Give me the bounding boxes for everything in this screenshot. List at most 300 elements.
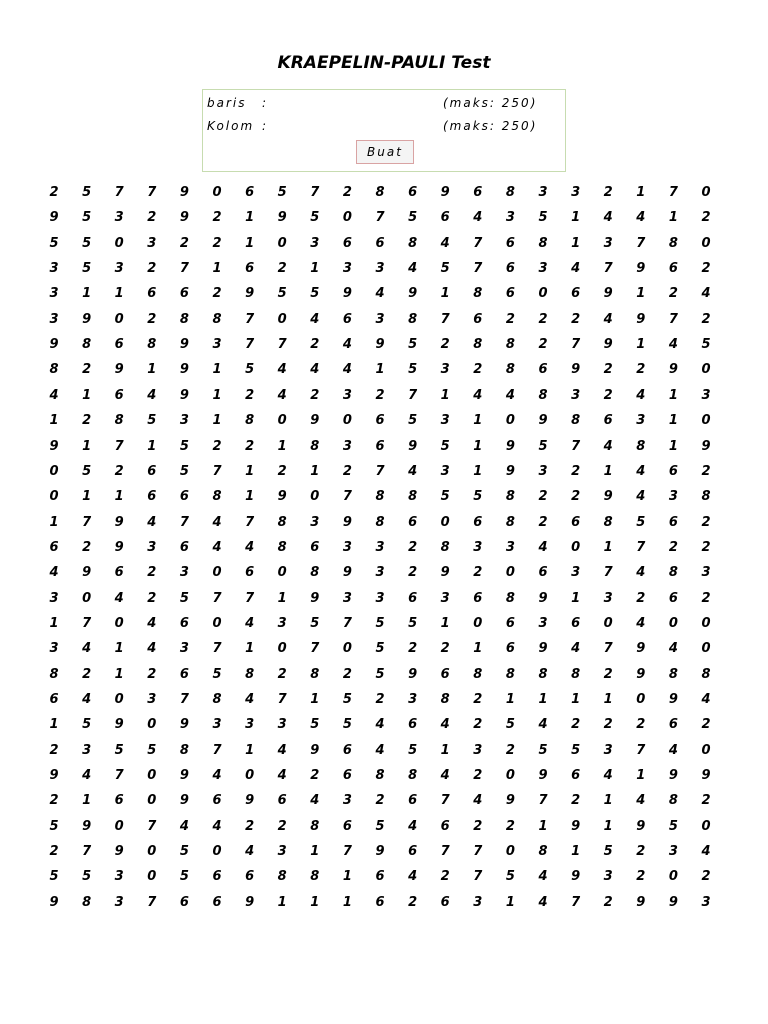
digit-cell: 1 <box>342 894 352 910</box>
digit-cell: 6 <box>147 489 157 505</box>
digit-cell: 1 <box>538 818 548 834</box>
digit-cell: 6 <box>440 666 450 682</box>
digit-cell: 9 <box>82 565 92 581</box>
digit-cell: 0 <box>147 717 157 733</box>
digit-cell: 8 <box>82 894 92 910</box>
digit-cell: 2 <box>179 235 189 251</box>
digit-cell: 2 <box>212 286 222 302</box>
digit-cell: 1 <box>603 818 613 834</box>
digit-cell: 3 <box>571 565 581 581</box>
digit-cell: 1 <box>245 235 255 251</box>
digit-cell: 3 <box>473 894 483 910</box>
digit-cell: 8 <box>310 565 320 581</box>
digit-cell: 0 <box>147 768 157 784</box>
digit-cell: 3 <box>212 337 222 353</box>
digit-cell: 1 <box>212 261 222 277</box>
digit-cell: 2 <box>603 717 613 733</box>
digit-cell: 3 <box>538 463 548 479</box>
digit-cell: 9 <box>114 514 124 530</box>
digit-cell: 1 <box>668 413 678 429</box>
digit-cell: 9 <box>179 793 189 809</box>
digit-cell: 1 <box>82 438 92 454</box>
digit-cell: 5 <box>147 742 157 758</box>
digit-cell: 7 <box>473 844 483 860</box>
digit-cell: 7 <box>245 590 255 606</box>
baris-colon: : <box>262 96 269 110</box>
digit-cell: 0 <box>342 641 352 657</box>
digit-cell: 0 <box>49 463 59 479</box>
digit-cell: 6 <box>212 894 222 910</box>
digit-cell: 2 <box>701 463 711 479</box>
digit-cell: 2 <box>603 894 613 910</box>
digit-cell: 0 <box>245 768 255 784</box>
digit-cell: 8 <box>212 311 222 327</box>
digit-cell: 1 <box>571 235 581 251</box>
digit-cell: 6 <box>668 717 678 733</box>
digit-cell: 6 <box>245 185 255 200</box>
digit-cell: 0 <box>147 869 157 885</box>
digit-cell: 4 <box>473 210 483 226</box>
digit-cell: 9 <box>668 692 678 707</box>
digit-cell: 7 <box>538 793 548 809</box>
digit-cell: 3 <box>114 261 124 277</box>
digit-cell: 0 <box>505 844 515 860</box>
digit-cell: 2 <box>310 768 320 784</box>
digit-cell: 2 <box>277 666 287 682</box>
digit-cell: 4 <box>636 387 646 403</box>
digit-cell: 4 <box>603 438 613 454</box>
digit-cell: 9 <box>114 844 124 860</box>
digit-cell: 9 <box>505 793 515 809</box>
digit-row <box>0 332 738 357</box>
digit-cell: 3 <box>538 261 548 277</box>
digit-cell: 4 <box>245 615 255 631</box>
digit-cell: 5 <box>49 818 59 834</box>
digit-cell: 8 <box>701 666 711 682</box>
digit-cell: 2 <box>505 818 515 834</box>
digit-cell: 1 <box>310 261 320 277</box>
digit-cell: 4 <box>310 362 320 378</box>
digit-cell: 1 <box>440 286 450 302</box>
digit-row <box>0 535 738 560</box>
digit-cell: 6 <box>49 692 59 707</box>
digit-cell: 5 <box>505 869 515 885</box>
digit-cell: 8 <box>701 489 711 505</box>
digit-cell: 0 <box>49 489 59 505</box>
digit-cell: 8 <box>375 489 385 505</box>
digit-cell: 8 <box>147 337 157 353</box>
digit-cell: 3 <box>147 539 157 555</box>
digit-cell: 9 <box>571 818 581 834</box>
digit-cell: 0 <box>114 818 124 834</box>
digit-cell: 2 <box>701 210 711 226</box>
digit-cell: 6 <box>114 337 124 353</box>
digit-cell: 5 <box>538 742 548 758</box>
digit-cell: 7 <box>636 235 646 251</box>
digit-cell: 3 <box>245 717 255 733</box>
digit-cell: 6 <box>114 565 124 581</box>
digit-cell: 5 <box>408 210 418 226</box>
baris-input[interactable] <box>281 94 431 112</box>
generator-form <box>202 89 566 172</box>
digit-cell: 3 <box>342 793 352 809</box>
digit-cell: 9 <box>245 286 255 302</box>
digit-cell: 3 <box>82 742 92 758</box>
digit-cell: 7 <box>245 514 255 530</box>
digit-cell: 5 <box>310 210 320 226</box>
digit-cell: 1 <box>310 844 320 860</box>
digit-cell: 3 <box>310 514 320 530</box>
digit-cell: 7 <box>82 844 92 860</box>
digit-cell: 8 <box>375 768 385 784</box>
digit-cell: 2 <box>440 869 450 885</box>
digit-row <box>0 890 738 915</box>
digit-cell: 2 <box>408 641 418 657</box>
digit-cell: 5 <box>310 717 320 733</box>
digit-cell: 2 <box>473 717 483 733</box>
digit-cell: 5 <box>82 235 92 251</box>
digit-cell: 7 <box>440 844 450 860</box>
digit-cell: 5 <box>603 844 613 860</box>
digit-cell: 2 <box>701 261 711 277</box>
digit-cell: 0 <box>603 615 613 631</box>
digit-cell: 3 <box>49 286 59 302</box>
digit-cell: 4 <box>179 818 189 834</box>
digit-cell: 4 <box>310 311 320 327</box>
digit-cell: 6 <box>408 717 418 733</box>
digit-cell: 6 <box>245 261 255 277</box>
digit-cell: 5 <box>179 869 189 885</box>
digit-cell: 1 <box>310 894 320 910</box>
digit-cell: 1 <box>82 387 92 403</box>
digit-cell: 2 <box>636 590 646 606</box>
digit-cell: 1 <box>603 692 613 707</box>
digit-cell: 6 <box>147 463 157 479</box>
digit-cell: 3 <box>603 590 613 606</box>
digit-cell: 4 <box>440 235 450 251</box>
digit-row <box>0 383 738 408</box>
digit-cell: 2 <box>147 311 157 327</box>
digit-cell: 6 <box>505 235 515 251</box>
digit-cell: 6 <box>440 894 450 910</box>
digit-cell: 7 <box>440 311 450 327</box>
digit-cell: 3 <box>49 311 59 327</box>
digit-cell: 3 <box>701 565 711 581</box>
digit-cell: 9 <box>538 590 548 606</box>
digit-cell: 5 <box>342 717 352 733</box>
digit-cell: 4 <box>603 210 613 226</box>
digit-cell: 4 <box>342 337 352 353</box>
digit-cell: 7 <box>342 844 352 860</box>
digit-cell: 5 <box>82 185 92 200</box>
digit-cell: 2 <box>473 362 483 378</box>
digit-cell: 9 <box>440 565 450 581</box>
digit-cell: 6 <box>179 489 189 505</box>
digit-cell: 5 <box>505 717 515 733</box>
digit-cell: 3 <box>440 590 450 606</box>
digit-cell: 1 <box>212 387 222 403</box>
digit-cell: 4 <box>603 768 613 784</box>
digit-cell: 5 <box>82 261 92 277</box>
digit-cell: 7 <box>375 210 385 226</box>
digit-cell: 6 <box>408 844 418 860</box>
digit-row <box>0 205 738 230</box>
digit-cell: 3 <box>342 261 352 277</box>
digit-cell: 4 <box>538 717 548 733</box>
digit-cell: 2 <box>701 539 711 555</box>
digit-cell: 9 <box>179 210 189 226</box>
digit-cell: 8 <box>668 235 678 251</box>
digit-cell: 7 <box>571 337 581 353</box>
digit-cell: 8 <box>571 413 581 429</box>
digit-cell: 4 <box>408 463 418 479</box>
kolom-max-hint: (maks: 250) <box>443 119 538 133</box>
digit-cell: 7 <box>310 641 320 657</box>
digit-cell: 9 <box>82 311 92 327</box>
digit-cell: 1 <box>668 210 678 226</box>
digit-row <box>0 712 738 737</box>
digit-cell: 3 <box>571 185 581 200</box>
digit-cell: 6 <box>440 210 450 226</box>
digit-cell: 8 <box>538 844 548 860</box>
digit-cell: 9 <box>636 894 646 910</box>
digit-cell: 9 <box>505 438 515 454</box>
digit-cell: 7 <box>571 894 581 910</box>
digit-cell: 7 <box>147 818 157 834</box>
digit-row <box>0 231 738 256</box>
digit-cell: 4 <box>636 210 646 226</box>
digit-cell: 8 <box>179 311 189 327</box>
digit-cell: 8 <box>505 514 515 530</box>
digit-cell: 6 <box>342 742 352 758</box>
digit-cell: 9 <box>408 438 418 454</box>
digit-cell: 9 <box>179 185 189 200</box>
digit-cell: 4 <box>636 489 646 505</box>
digit-cell: 4 <box>375 742 385 758</box>
digit-cell: 6 <box>245 565 255 581</box>
digit-cell: 0 <box>701 818 711 834</box>
digit-cell: 8 <box>212 692 222 707</box>
digit-cell: 6 <box>668 514 678 530</box>
digit-cell: 8 <box>408 311 418 327</box>
digit-cell: 5 <box>538 210 548 226</box>
digit-cell: 8 <box>440 692 450 707</box>
digit-cell: 1 <box>603 793 613 809</box>
digit-cell: 6 <box>375 413 385 429</box>
digit-cell: 4 <box>408 261 418 277</box>
digit-cell: 8 <box>277 869 287 885</box>
digit-cell: 0 <box>114 615 124 631</box>
digit-cell: 4 <box>473 793 483 809</box>
digit-cell: 7 <box>245 337 255 353</box>
digit-cell: 2 <box>212 438 222 454</box>
digit-cell: 1 <box>636 337 646 353</box>
digit-cell: 8 <box>668 666 678 682</box>
digit-cell: 8 <box>310 869 320 885</box>
digit-row <box>0 788 738 813</box>
digit-cell: 6 <box>114 387 124 403</box>
digit-cell: 0 <box>277 311 287 327</box>
digit-cell: 9 <box>701 438 711 454</box>
digit-cell: 4 <box>82 641 92 657</box>
digit-cell: 0 <box>538 286 548 302</box>
digit-row <box>0 434 738 459</box>
digit-cell: 2 <box>408 539 418 555</box>
digit-cell: 3 <box>440 362 450 378</box>
digit-cell: 2 <box>603 666 613 682</box>
digit-cell: 4 <box>212 539 222 555</box>
digit-cell: 9 <box>179 717 189 733</box>
digit-cell: 5 <box>49 235 59 251</box>
digit-cell: 6 <box>603 413 613 429</box>
digit-cell: 3 <box>375 565 385 581</box>
digit-cell: 7 <box>636 539 646 555</box>
digit-cell: 9 <box>49 768 59 784</box>
digit-cell: 6 <box>179 894 189 910</box>
digit-cell: 2 <box>538 311 548 327</box>
digit-row <box>0 662 738 687</box>
digit-cell: 3 <box>375 590 385 606</box>
digit-cell: 5 <box>82 717 92 733</box>
digit-cell: 6 <box>473 514 483 530</box>
digit-cell: 9 <box>408 286 418 302</box>
digit-cell: 2 <box>49 844 59 860</box>
digit-cell: 2 <box>82 413 92 429</box>
buat-button[interactable]: Buat <box>356 140 414 164</box>
digit-cell: 1 <box>49 717 59 733</box>
digit-cell: 5 <box>147 413 157 429</box>
digit-cell: 6 <box>408 590 418 606</box>
digit-cell: 2 <box>212 210 222 226</box>
digit-cell: 1 <box>571 692 581 707</box>
digit-cell: 2 <box>473 818 483 834</box>
digit-cell: 6 <box>538 565 548 581</box>
digit-cell: 0 <box>212 844 222 860</box>
digit-cell: 9 <box>636 666 646 682</box>
digit-cell: 4 <box>277 362 287 378</box>
digit-cell: 4 <box>147 641 157 657</box>
digit-cell: 9 <box>114 717 124 733</box>
digit-cell: 4 <box>571 641 581 657</box>
digit-cell: 2 <box>408 565 418 581</box>
digit-cell: 1 <box>603 539 613 555</box>
digit-row <box>0 180 738 205</box>
digit-cell: 8 <box>505 666 515 682</box>
digit-cell: 7 <box>603 261 613 277</box>
digit-cell: 5 <box>342 692 352 707</box>
digit-cell: 3 <box>571 387 581 403</box>
baris-row <box>207 94 538 112</box>
digit-cell: 9 <box>245 894 255 910</box>
digit-cell: 2 <box>701 514 711 530</box>
digit-cell: 6 <box>375 438 385 454</box>
digit-cell: 2 <box>114 463 124 479</box>
digit-cell: 0 <box>473 615 483 631</box>
digit-cell: 3 <box>179 413 189 429</box>
digit-cell: 8 <box>310 818 320 834</box>
digit-cell: 9 <box>571 869 581 885</box>
digit-cell: 9 <box>49 894 59 910</box>
digit-cell: 8 <box>538 666 548 682</box>
digit-cell: 4 <box>571 261 581 277</box>
digit-cell: 4 <box>701 692 711 707</box>
digit-row <box>0 763 738 788</box>
digit-cell: 8 <box>49 362 59 378</box>
digit-cell: 6 <box>375 894 385 910</box>
digit-cell: 2 <box>82 539 92 555</box>
digit-cell: 0 <box>277 641 287 657</box>
digit-cell: 4 <box>636 463 646 479</box>
digit-cell: 9 <box>114 539 124 555</box>
digit-cell: 9 <box>277 210 287 226</box>
digit-cell: 0 <box>212 565 222 581</box>
digit-cell: 7 <box>147 894 157 910</box>
digit-cell: 8 <box>245 666 255 682</box>
digit-cell: 2 <box>505 311 515 327</box>
digit-cell: 1 <box>82 489 92 505</box>
digit-cell: 8 <box>505 489 515 505</box>
digit-cell: 3 <box>440 463 450 479</box>
digit-cell: 0 <box>701 185 711 200</box>
digit-cell: 1 <box>245 489 255 505</box>
digit-cell: 8 <box>277 514 287 530</box>
digit-cell: 1 <box>473 438 483 454</box>
digit-cell: 1 <box>277 894 287 910</box>
digit-cell: 2 <box>310 337 320 353</box>
digit-cell: 4 <box>440 717 450 733</box>
digit-cell: 1 <box>473 463 483 479</box>
digit-cell: 5 <box>82 463 92 479</box>
digit-cell: 7 <box>179 514 189 530</box>
digit-cell: 2 <box>603 185 613 200</box>
digit-cell: 3 <box>342 539 352 555</box>
digit-cell: 3 <box>668 489 678 505</box>
digit-cell: 8 <box>505 337 515 353</box>
digit-cell: 2 <box>147 261 157 277</box>
digit-cell: 1 <box>114 489 124 505</box>
digit-cell: 3 <box>668 844 678 860</box>
digit-cell: 9 <box>408 666 418 682</box>
digit-cell: 2 <box>245 387 255 403</box>
digit-cell: 6 <box>571 286 581 302</box>
digit-cell: 4 <box>147 514 157 530</box>
digit-cell: 0 <box>440 514 450 530</box>
digit-cell: 4 <box>147 387 157 403</box>
digit-cell: 9 <box>245 793 255 809</box>
digit-cell: 2 <box>701 590 711 606</box>
digit-cell: 4 <box>114 590 124 606</box>
digit-cell: 9 <box>310 590 320 606</box>
digit-cell: 2 <box>473 768 483 784</box>
digit-cell: 8 <box>505 590 515 606</box>
digit-cell: 2 <box>505 742 515 758</box>
digit-cell: 6 <box>538 362 548 378</box>
digit-cell: 1 <box>440 615 450 631</box>
digit-cell: 9 <box>375 844 385 860</box>
kolom-input[interactable] <box>281 117 431 135</box>
digit-cell: 2 <box>49 742 59 758</box>
digit-cell: 1 <box>82 793 92 809</box>
digit-cell: 4 <box>375 286 385 302</box>
digit-cell: 1 <box>245 463 255 479</box>
kolom-colon: : <box>262 119 269 133</box>
digit-cell: 2 <box>668 539 678 555</box>
digit-cell: 5 <box>473 489 483 505</box>
digit-cell: 1 <box>245 742 255 758</box>
digit-cell: 9 <box>636 641 646 657</box>
digit-cell: 6 <box>212 869 222 885</box>
digit-cell: 1 <box>212 413 222 429</box>
